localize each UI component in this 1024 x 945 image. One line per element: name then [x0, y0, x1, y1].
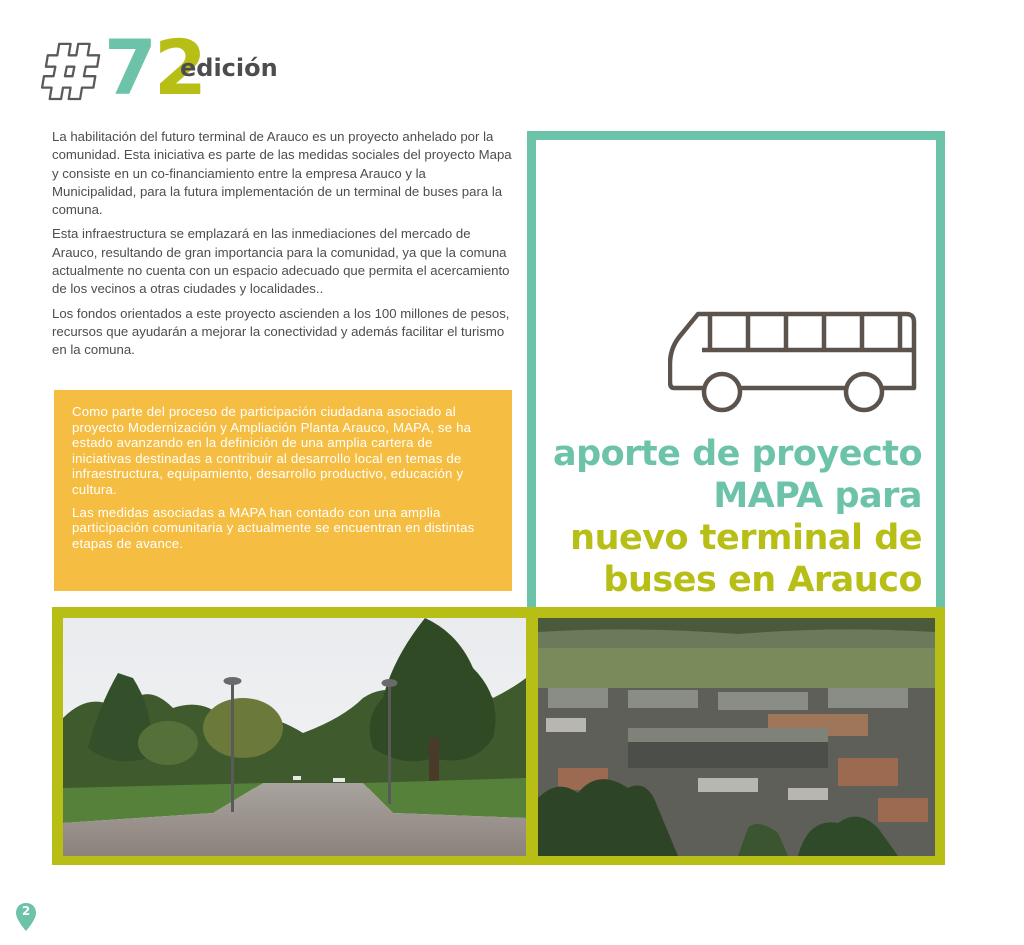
callout-paragraph-1: Como parte del proceso de participación ciudadana asociado al proyecto Modernización y Ampliación Planta Arauco, MAPA, se ha estado avanzando en la definición de una amplia cartera de iniciativas destinadas a contribuir al desarrollo local en temas de infraestructura, equipamiento, desarrollo productivo, educación y cultura.: [72, 404, 472, 497]
town-aerial-photo: [538, 618, 935, 856]
headline-line-2: MAPA para: [713, 476, 922, 516]
info-callout-box: [54, 390, 512, 591]
edition-label: edición: [180, 54, 278, 82]
headline-line-4: buses en Arauco: [603, 560, 922, 600]
article-paragraph-3: Los fondos orientados a este proyecto ascienden a los 100 millones de pesos, recursos que ayudarán a mejorar la conectividad y además facilitar el turismo en la comuna.: [52, 305, 510, 358]
article-paragraph-2: Esta infraestructura se emplazará en las inmediaciones del mercado de Arauco, resultando de gran importancia para la comunidad, ya que la comuna actualmente no cuenta con un espacio adecuado que permita el acercamiento de los vecinos a otras ciudades y localidades..: [52, 226, 510, 297]
bus-icon: [668, 308, 918, 416]
edition-masthead: [40, 23, 300, 112]
page-number: 2: [21, 904, 31, 918]
park-plaza-photo: [63, 618, 526, 856]
article-paragraph-1: La habilitación del futuro terminal de Arauco es un proyecto anhelado por la comunidad. Esta iniciativa es parte de las medidas sociales del proyecto Mapa y consiste en un co-financiamiento entre la empresa Arauco y la Municipalidad, para la futura implementación de un terminal de buses para la comuna.: [52, 129, 512, 218]
article-headline: [528, 433, 922, 601]
callout-paragraph-2: Las medidas asociadas a MAPA han contado con una amplia participación comunitaria y actualmente se encuentran en distintas etapas de avance.: [72, 504, 475, 551]
page-number-badge: [15, 902, 37, 932]
article-body: [52, 128, 512, 366]
edition-number-first-digit: 7: [104, 23, 157, 112]
headline-line-1: aporte de proyecto: [552, 434, 922, 474]
hash-outline-icon: [40, 42, 102, 104]
edition-number-second-digit: 2: [154, 23, 207, 112]
headline-line-3: nuevo terminal de: [570, 518, 922, 558]
